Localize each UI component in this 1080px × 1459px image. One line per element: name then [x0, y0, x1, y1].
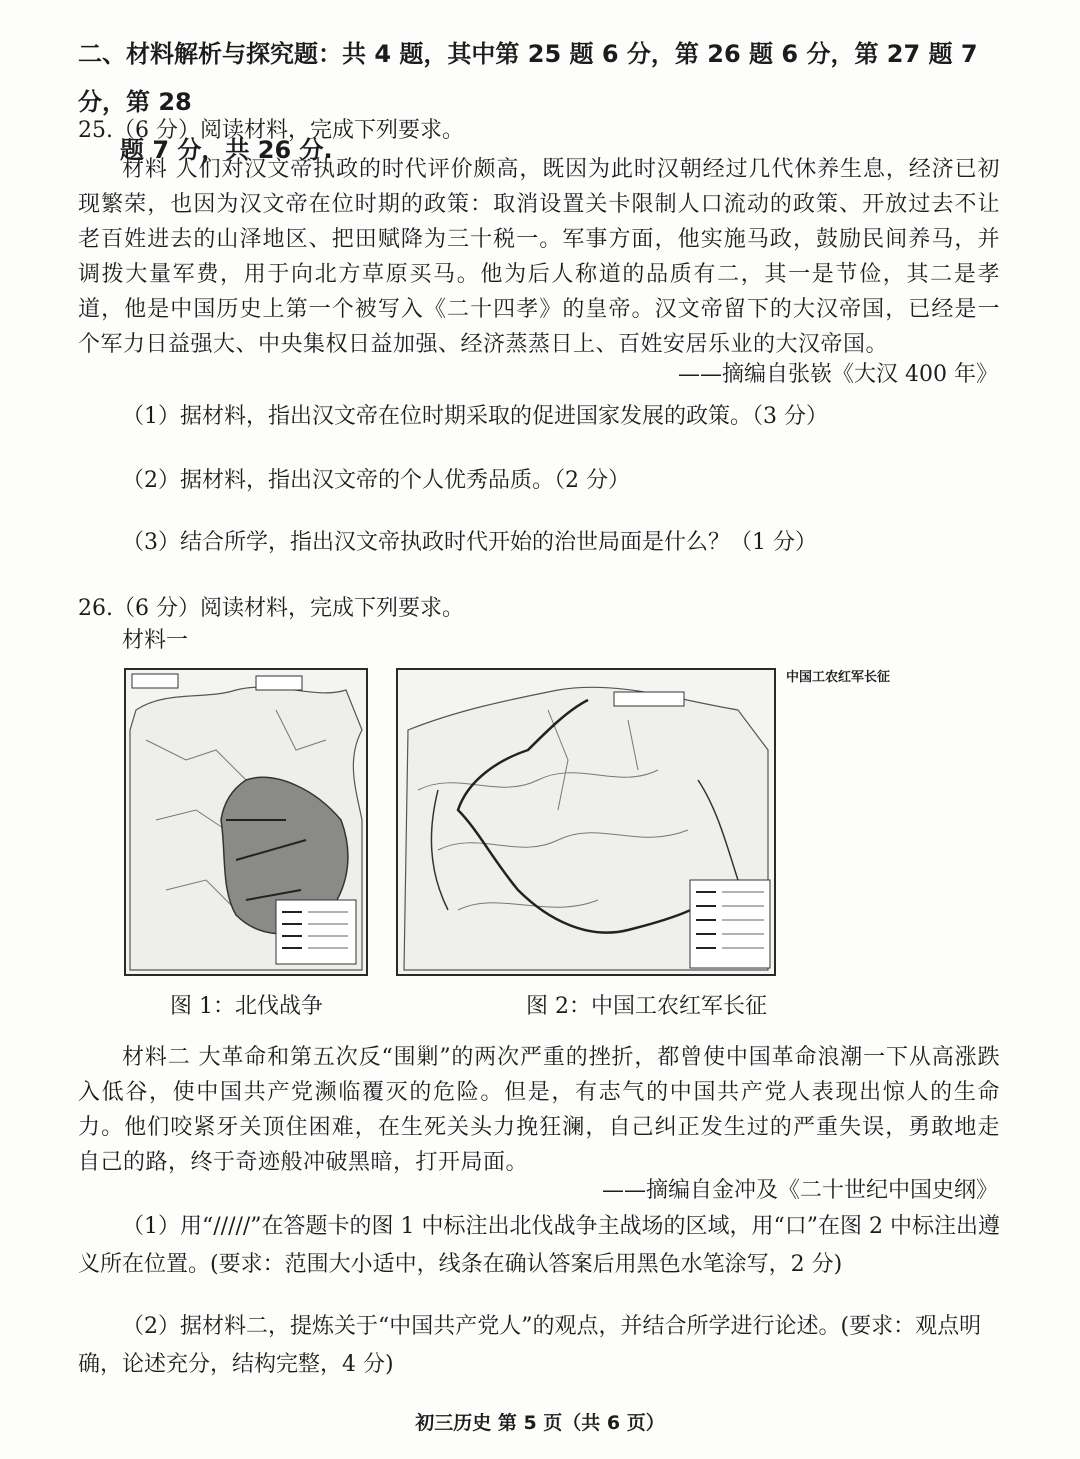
q26-sub2: （2）据材料二，提炼关于“中国共产党人”的观点，并结合所学进行论述。(要求：观点明确，论述充分，结构完整，4 分): [78, 1314, 982, 1377]
northern-expedition-map: [124, 668, 368, 976]
q25-sub2: （2）据材料，指出汉文帝的个人优秀品质。（2 分）: [122, 468, 630, 493]
fig1-caption: 图 1：北伐战争: [170, 994, 323, 1019]
q25-material: 材料 人们对汉文帝执政的时代评价颇高，既因为此时汉朝经过几代休养生息，经济已初现繁荣，也因为汉文帝在位时期的政策：取消设置关卡限制人口流动的政策、开放过去不让老百姓进去的山泽地区、把田赋降为三十税一。军事方面，他实施马政，鼓励民间养马，并调拨大量军费，用于向北方草原买马。他为后人称道的品质有二，其一是节俭，其二是孝道，他是中国历史上第一个被写入《二十四孝》的皇帝。汉文帝留下的大汉帝国，已经是一个军力日益强大、中央集权日益加强、经济蒸蒸日上、百姓安居乐业的大汉帝国。: [78, 157, 1000, 357]
q26-material1-label: 材料一: [122, 628, 189, 653]
q26-source: ——摘编自金冲及《二十世纪中国史纲》: [601, 1178, 998, 1203]
q26-header: 26.（6 分）阅读材料，完成下列要求。: [78, 596, 464, 621]
section-title-line1: 二、材料解析与探究题：共 4 题，其中第 25 题 6 分，第 26 题 6 分，第 27 题 7 分，第 28: [78, 40, 978, 116]
northern-expedition-map-drawing: [126, 670, 366, 974]
fig2-caption: 图 2：中国工农红军长征: [526, 994, 767, 1019]
section-title-line2: 题 7 分，共 26 分.: [120, 136, 333, 164]
page-footer: 初三历史 第 5 页（共 6 页）: [415, 1412, 665, 1434]
q25-header: 25.（6 分）阅读材料，完成下列要求。: [78, 118, 464, 143]
q26-sub1: （1）用“/////”在答题卡的图 1 中标注出北伐战争主战场的区域，用“口”在图 2 中标注出遵义所在位置。(要求：范围大小适中，线条在确认答案后用黑色水笔涂写，2 分): [78, 1214, 1001, 1277]
q25-sub1: （1）据材料，指出汉文帝在位时期采取的促进国家发展的政策。（3 分）: [122, 404, 828, 429]
q25-source: ——摘编自张嵚《大汉 400 年》: [678, 362, 998, 387]
long-march-map-drawing: [398, 670, 774, 974]
q25-sub3: （3）结合所学，指出汉文帝执政时代开始的治世局面是什么？（1 分）: [122, 530, 817, 555]
long-march-map-title: 中国工农红军长征: [786, 666, 890, 685]
long-march-map: [396, 668, 776, 976]
q26-material2: 材料二 大革命和第五次反“围剿”的两次严重的挫折，都曾使中国革命浪潮一下从高涨跌入低谷，使中国共产党濒临覆灭的危险。但是，有志气的中国共产党人表现出惊人的生命力。他们咬紧牙关顶住困难，在生死关头力挽狂澜，自己纠正发生过的严重失误，勇敢地走自己的路，终于奇迹般冲破黑暗，打开局面。: [78, 1045, 1000, 1175]
